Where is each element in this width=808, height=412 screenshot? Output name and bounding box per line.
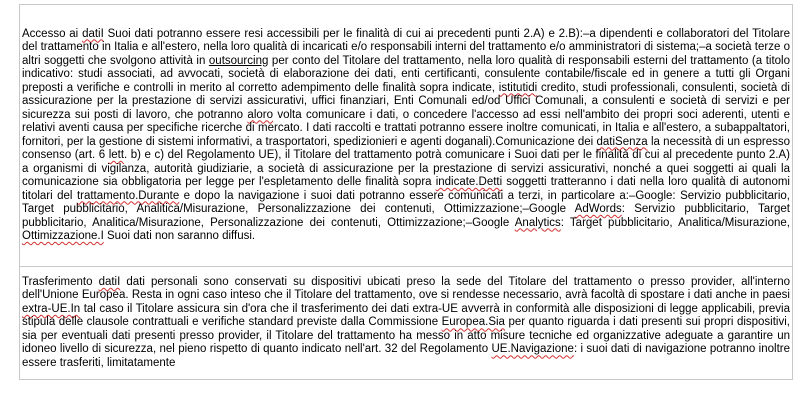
spelling-error-word: Ottimizzazione.I xyxy=(22,230,104,242)
spelling-error-word: Analytics xyxy=(514,216,561,229)
text-run: Suoi dati potranno essere resi accessibili per le finalità di cui ai precedenti punti 2.A) e 2.B):–a dipendenti e collaboratori del Titolare del trattamento in Italia e all'estero, nella loro qualità di incaricati e/o responsabili interni del trattamento e/o amministratori di sistema;–a società terze o altri soggetti che svolgono attività in xyxy=(22,27,791,67)
text-run: . b) e c) del Regolamento UE), il Titolare del trattamento potrà comunicare i Suoi dati per le finalità di cui al precedente punto 2.A) a organismi di vigilanza, autorità giudiziarie, a società di assicurazione per la prestazione di servizi assicurativi, nonché a quei soggetti ai quali la comunicazione sia obbligatoria per legge per l'espletamento delle finalità sopra xyxy=(22,149,791,188)
spelling-error-word: UE.Navigazione xyxy=(491,343,574,356)
spelling-error-word: lett xyxy=(108,149,125,161)
text-run: tal caso il Titolare assicura sin d'ora che il trasferimento dei dati extra-UE avverrà in conformità alle disposizioni di legge applicabili, previa stipula delle clausole contrattuali e verifiche standard previste dalla Commissione xyxy=(22,302,790,329)
table-cell-transfer[interactable] xyxy=(20,267,793,380)
cell-text xyxy=(22,28,790,244)
text-run: Trasferimento xyxy=(22,275,99,288)
spelling-error-word: istitutidi xyxy=(498,81,538,94)
text-run: dati personali sono conservati su dispositivi ubicati preso la sede del Titolare del trattamento o presso provider, all'interno dell'Unione Europea. Resta in ogni caso inteso che il Titolare del trattamento, ove si rendesse necessario, avrà facoltà di spostare i dati anche in paesi xyxy=(22,275,790,302)
cell-text xyxy=(22,276,790,371)
text-run: : Servizio pubblicitario, Target pubblicitario, Analitica/Misurazione, Personalizzazione dei contenuti, Ottimizzazione;–Google xyxy=(22,203,790,229)
text-run: : Target pubblicitario, Analitica/Misurazione, xyxy=(560,216,790,229)
text-run: : i suoi dati di navigazione potranno inoltre essere trasferiti, limitatamente xyxy=(22,343,790,369)
spelling-error-word: Europea.Sia xyxy=(441,316,505,329)
spelling-error-word: AdWords xyxy=(574,203,622,215)
underlined-word: outsourcing xyxy=(208,54,269,67)
text-run: soggetti tratteranno i dati nella loro qualità di autonomi titolari del xyxy=(22,176,790,202)
spelling-error-word: extra-UE.In xyxy=(22,302,81,315)
text-run: credito, studi professionali, consulenti, società di assicurazione per la prestazione di servizi assicurativi, uffici finanziari, Enti Comunali ed/od Uffici Comunali, a consulenti e società di servizi e per sicurezza sui posti di lavoro, che potranno xyxy=(22,81,790,121)
text-run: Suoi dati non saranno diffusi. xyxy=(103,230,256,242)
spelling-error-word: datiI xyxy=(82,27,104,40)
text-run: per quanto riguarda i dati presenti sui propri dispositivi, sia per eventuali dati presenti presso provider, il Titolare del trattamento ha messo in atto misure tecniche ed organizzative adeguate a garantire un idoneo livello di sicurezza, nel pieno rispetto di quanto indicato nell'art. 32 del Regolamento xyxy=(22,316,790,356)
spelling-error-word: trattamento.Durante xyxy=(76,189,180,202)
spelling-error-word: datiI xyxy=(98,275,121,288)
table-cell-access[interactable] xyxy=(20,5,793,267)
text-run: e dopo la navigazione i suoi dati potranno essere comunicati a terzi, in particolare a:–Google: Servizio pubblicitario, Target pubblicitario, Analitica/Misurazione, Personalizzazione dei contenuti, Ottimizzazione;–Google xyxy=(22,189,790,215)
text-run: volta comunicare i dati, o concedere l'accesso ad essi nell'ambito dei propri soci aderenti, utenti e relativi aventi causa per specifiche ricerche di mercato. I dati raccolti e trattati potranno essere inoltre comunicati, in Italia e all'estero, a subappaltatori, fornitori, per la gestione di sistemi informativi, a trasportatori, spedizionieri e agenti doganali).Comunicazione dei xyxy=(22,108,790,148)
text-run: la necessità di un espresso consenso (art. 6 xyxy=(22,135,790,161)
document-table xyxy=(19,4,793,380)
text-run: Accesso ai xyxy=(22,27,83,40)
spelling-error-word: aloro xyxy=(247,108,273,121)
table-row xyxy=(20,267,793,380)
spelling-error-word: datiSenza xyxy=(596,135,648,148)
table-row xyxy=(20,5,793,267)
spelling-error-word: indicate.Detti xyxy=(435,176,503,188)
text-run: per conto del Titolare del trattamento, nella loro qualità di responsabili esterni del trattamento (a titolo indicativo: studi associati, ad avvocati, società di elaborazione dei dati, enti certificanti, consulente contabile/fiscale ed in genere a tutti gli Organi preposti a verifiche e controlli in merito al corretto adempimento delle finalità sopra indicate, xyxy=(22,54,790,94)
